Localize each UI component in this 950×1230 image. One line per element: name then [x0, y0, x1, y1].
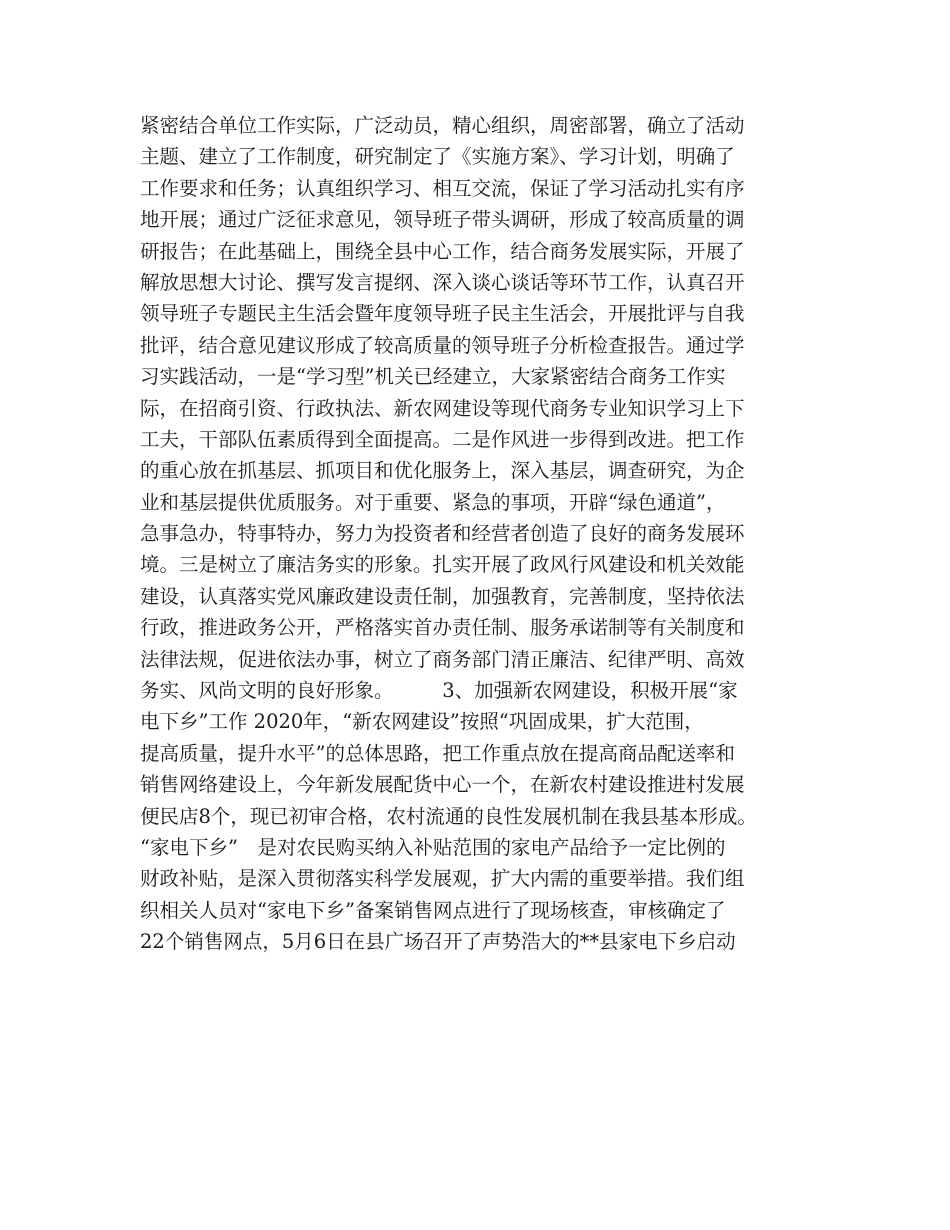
text-line: 业和基层提供优质服务。对于重要、紧急的事项，开辟“绿色通道”，	[140, 490, 726, 514]
body-text	[140, 110, 860, 958]
text-line: 紧密结合单位工作实际，广泛动员，精心组织，周密部署，确立了活动	[140, 114, 745, 137]
text-line: 22个销售网点，5月6日在县广场召开了声势浩大的**县家电下乡启动	[140, 930, 736, 954]
text-line: 的重心放在抓基层、抓项目和优化服务上，深入基层，调查研究，为企	[140, 459, 745, 483]
text-line: 务实、风尚文明的良好形象。 3、加强新农网建设，积极开展“家	[140, 679, 738, 703]
text-line: 习实践活动，一是“学习型”机关已经建立，大家紧密结合商务工作实	[140, 365, 726, 389]
text-line: 急事急办，特事特办，努力为投资者和经营者创造了良好的商务发展环	[140, 522, 745, 546]
text-line: 行政，推进政务公开，严格落实首办责任制、服务承诺制等有关制度和	[140, 616, 745, 640]
text-line: 电下乡”工作 2020年，“新农网建设”按照“巩固成果，扩大范围，	[140, 710, 704, 734]
text-line: 财政补贴，是深入贯彻落实科学发展观，扩大内需的重要举措。我们组	[140, 867, 745, 891]
text-line: 工作要求和任务；认真组织学习、相互交流，保证了学习活动扎实有序	[140, 176, 745, 200]
text-line: 主题、建立了工作制度，研究制定了《实施方案》、学习计划，明确了	[140, 145, 735, 169]
text-line: 解放思想大讨论、撰写发言提纲、深入谈心谈话等环节工作，认真召开	[140, 270, 745, 294]
text-line: 研报告；在此基础上，围绕全县中心工作，结合商务发展实际，开展了	[140, 239, 745, 263]
text-line: 织相关人员对“家电下乡”备案销售网点进行了现场核查，审核确定了	[140, 898, 726, 922]
text-line: 境。三是树立了廉洁务实的形象。扎实开展了政风行风建设和机关效能	[140, 553, 745, 577]
text-line: 提高质量，提升水平”的总体思路，把工作重点放在提高商品配送率和	[140, 741, 735, 765]
text-line: 地开展；通过广泛征求意见，领导班子带头调研，形成了较高质量的调	[140, 208, 745, 232]
text-line: 工夫，干部队伍素质得到全面提高。二是作风进一步得到改进。把工作	[140, 427, 745, 451]
text-line: “家电下乡” 是对农民购买纳入补贴范围的家电产品给予一定比例的	[140, 835, 726, 859]
text-line: 领导班子专题民主生活会暨年度领导班子民主生活会，开展批评与自我	[140, 302, 745, 326]
text-line: 法律法规，促进依法办事，树立了商务部门清正廉洁、纪律严明、高效	[140, 647, 745, 671]
text-line: 际，在招商引资、行政执法、新农网建设等现代商务专业知识学习上下	[140, 396, 745, 420]
text-line: 建设，认真落实党风廉政建设责任制，加强教育，完善制度，坚持依法	[140, 584, 745, 608]
text-line: 批评，结合意见建议形成了较高质量的领导班子分析检查报告。通过学	[140, 333, 745, 357]
text-line: 便民店8个，现已初审合格，农村流通的良性发展机制在我县基本形成。	[140, 804, 757, 828]
text-line: 销售网络建设上，今年新发展配货中心一个，在新农村建设推进村发展	[140, 773, 745, 797]
